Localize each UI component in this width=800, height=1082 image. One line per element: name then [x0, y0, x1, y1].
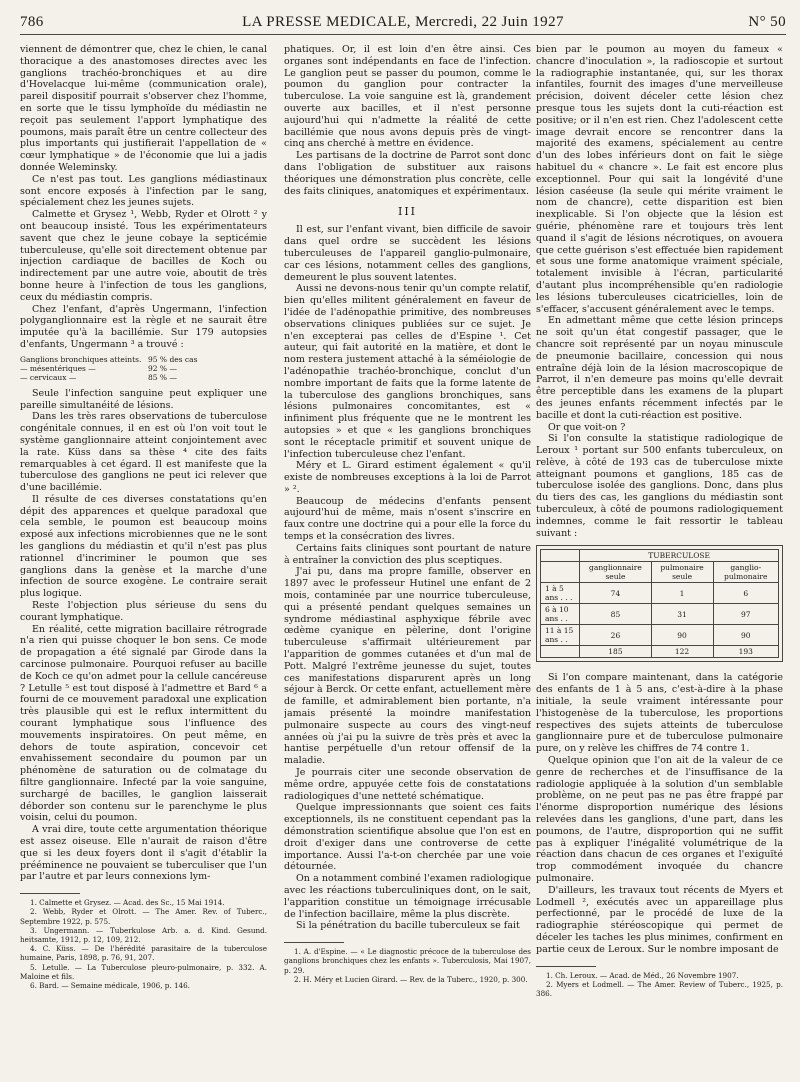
column-3	[536, 44, 783, 1072]
paragraph: En réalité, cette migration bacillaire rétrograde n'a rien qui puisse choquer le bon sens. Ce mode de propagation a été signalé par Girode dans la carcinose pulmonaire. Pourquoi refuser au bacille de Koch ce qu'on admet pour la cellule cancéreuse ? Letulle ⁵ est tout disposé à l'admettre et Bard ⁶ a fourni de ce mouvement paradoxal une explication très plausible qui est le reflux intermittent du courant lymphatique sous l'influence des mouvements inspiratoires. On peut même, en dehors de toute aspiration, concevoir cet envahissement secondaire du poumon par un phénomène de saturation ou de colmatage du filtre ganglionnaire. Infecté par la voie sanguine, surchargé de bacilles, le ganglion laisserait déborder son contenu sur le parenchyme le plus voisin, celui du poumon.	[20, 623, 267, 824]
paragraph: Ce n'est pas tout. Les ganglions médiastinaux sont encore exposés à l'infection par le sang, spécialement chez les jeunes sujets.	[20, 173, 267, 209]
paragraph: Certains faits cliniques sont pourtant de nature à entraîner la conviction des plus sceptiques.	[284, 542, 531, 566]
row-label: 6 à 10 ans . .	[541, 604, 580, 625]
paragraph: Dans les très rares observations de tuberculose congénitale connues, il en est où l'on voit tout le système ganglionnaire atteint conjointement avec la rate. Küss dans sa thèse ⁴ cite des faits remarquables à cet égard. Il est manifeste que la tuberculose des ganglions ne peut ici relever que d'une bacillémie.	[20, 411, 267, 494]
paragraph: D'ailleurs, les travaux tout récents de Myers et Lodmell ², exécutés avec un appareillage plus perfectionné, par le procédé de luxe de la radiographie stéréoscopique qui permet de déceler les taches les plus minimes, confirment en partie ceux de Leroux. Sur le nombre imposant de	[536, 884, 783, 955]
footnotes	[536, 971, 783, 999]
footnote: 5. Letulle. — La Tuberculose pleuro-pulmonaire, p. 332. A. Maloine et fils.	[20, 962, 267, 981]
table-row	[541, 625, 779, 646]
paragraph: Méry et L. Girard estiment également « qu'il existe de nombreuses exceptions à la loi de Parrot » ².	[284, 460, 531, 495]
section-heading: III	[397, 205, 418, 219]
footnote: 2. H. Méry et Lucien Girard. — Rev. de la Tuberc., 1920, p. 300.	[294, 974, 528, 984]
table-corner	[541, 550, 580, 562]
footnote-divider	[284, 942, 344, 943]
footnote: 2. Webb, Ryder et Olrott. — The Amer. Rev. of Tuberc., Septembre 1922, p. 575.	[20, 907, 267, 926]
column-header: ganglio-pulmonaire	[713, 562, 779, 583]
stat-row: Ganglions bronchiques atteints. 95 % des cas	[20, 354, 198, 364]
footnote-divider	[20, 893, 80, 894]
table-cell: 74	[580, 583, 651, 604]
table-cell: 97	[713, 604, 779, 625]
article-body	[20, 44, 786, 1072]
paragraph: Quelque opinion que l'on ait de la valeur de ce genre de recherches et de l'insuffisance de la radiologie appliquée à la solution d'un semblable problème, on ne peut pas ne pas être frappé par l'énorme disproportion numérique des lésions relevées dans les ganglions, d'une part, dans les poumons, de l'autre, disproportion qui ne suffit pas à expliquer l'inégalité volumétrique de la réaction dans chacun de ces organes et l'exiguïté trop commodément invoquée du chancre pulmonaire.	[536, 755, 783, 885]
table-cell: 122	[651, 646, 713, 658]
table-cell: 185	[580, 646, 651, 658]
footnote: 6. Bard. — Semaine médicale, 1906, p. 146.	[30, 981, 190, 991]
table-cell: 90	[651, 625, 713, 646]
paragraph: Seule l'infection sanguine peut expliquer une pareille simultanéité de lésions.	[20, 387, 267, 411]
paragraph: En admettant même que cette lésion princeps ne soit qu'un état congestif passager, que le chancre soit représenté par un noyau minuscule de pneumonie bacillaire, concession qui nous entraîne déjà loin de la lésion macroscopique de Parrot, il n'en demeure pas moins qu'elle devrait être perceptible dans les examens de la plupart des jeunes enfants récemment infectés par le bacille et dont la cuti-réaction est positive.	[536, 315, 783, 421]
table-cell: 85	[580, 604, 651, 625]
paragraph: Reste l'objection plus sérieuse du sens du courant lymphatique.	[20, 600, 267, 623]
footnotes	[20, 898, 267, 990]
paragraph: Il est, sur l'enfant vivant, bien difficile de savoir dans quel ordre se succèdent les lésions tuberculeuses de l'appareil ganglio-pulmonaire, car ces lésions, notamment celles des ganglions, demeurent le plus souvent latentes.	[284, 224, 531, 283]
column-2	[284, 44, 531, 1072]
paragraph: Calmette et Grysez ¹, Webb, Ryder et Olrott ² y ont beaucoup insisté. Tous les expérimentateurs savent que chez le jeune cobaye la septicémie tuberculeuse, qu'elle soit directement obtenue par injection cardiaque de bacilles de Koch ou indirectement par une autre voie, aboutit de très bonne heure à l'infection de tous les ganglions, ceux du médiastin compris.	[20, 209, 267, 303]
paragraph: Si la pénétration du bacille tuberculeux se fait	[296, 920, 520, 932]
paragraph: J'ai pu, dans ma propre famille, observer en 1897 avec le professeur Hutinel une enfant de 2 mois, contaminée par une nourrice tuberculeuse, qui a présenté pendant quelques semaines un syndrome médiastinal asphyxique fébrile avec œdème cyanique en pèlerine, dont l'origine tuberculeuse s'affirmait ultérieurement par l'apparition de gommes cutanées et d'un mal de Pott. Malgré l'extrême jeunesse du sujet, toutes ces manifestations disparurent après un long séjour à Berck. Or cette enfant, actuellement mère de famille, et admirablement bien portante, n'a jamais présenté la moindre manifestation pulmonaire suspecte au cours des vingt-neuf années où j'ai pu la suivre de très près et avec la hantise perpétuelle d'un retour offensif de la maladie.	[284, 566, 531, 767]
table-cell: 31	[651, 604, 713, 625]
table-row	[541, 604, 779, 625]
paragraph: Si l'on consulte la statistique radiologique de Leroux ¹ portant sur 500 enfants tuberculeux, on relève, à côté de 193 cas de tuberculose mixte atteignant poumons et ganglions, 185 cas de tuberculose isolée des ganglions. Donc, dans plus du tiers des cas, les ganglions du médiastin sont tuberculeux, à côté de poumons radiologiquement indemnes, comme le fait ressortir le tableau suivant :	[536, 433, 783, 539]
footnote: 4. C. Küss. — De l'hérédité parasitaire de la tuberculose humaine, Paris, 1898, p. 76, 91, 207.	[20, 944, 267, 963]
table-total-row	[541, 646, 779, 658]
table-cell: 193	[713, 646, 779, 658]
table-cell: 1	[651, 583, 713, 604]
paragraph: Il résulte de ces diverses constatations qu'en dépit des apparences et quelque paradoxal que cela semble, le poumon est beaucoup moins exposé aux infections microbiennes que ne le sont les ganglions du médiastin et qu'il n'est pas plus rationnel d'incriminer le poumon que ses ganglions dans la genèse et la marche d'une infection de source exogène. Le contraire serait plus logique.	[20, 493, 267, 600]
footnote: 1. Calmette et Grysez. — Acad. des Sc., 15 Mai 1914.	[30, 898, 225, 908]
paragraph: A vrai dire, toute cette argumentation théorique est assez oiseuse. Elle n'aurait de raison d'être que si les deux foyers dont il s'agit d'établir la prééminence ne pouvaient se tuberculiser que l'un par l'autre et par leurs connexions lym-	[20, 824, 267, 883]
row-label: 1 à 5 ans . . .	[541, 583, 580, 604]
table-cell: 26	[580, 625, 651, 646]
page-number: 786	[20, 14, 44, 30]
paragraph: bien par le poumon au moyen du fameux « chancre d'inoculation », la radioscopie et surtout la radiographie instantanée, qui, sur les thorax infantiles, fournit des images d'une merveilleuse précision, doivent déceler cette lésion chez presque tous les sujets dont la cuti-réaction est positive; or il n'en est rien. Chez l'adolescent cette image devrait encore se rencontrer dans la majorité des examens, spécialement au centre d'un des lobes inférieurs dont on fait le siège habituel du « chancre ». Le fait est encore plus exceptionnel. Pour qui sait la longévité d'une lésion caséeuse (la seule qui mérite vraiment le nom de chancre), cette disparition est bien inexplicable. Si l'on objecte que la lésion est guérie, phénomène rare et toujours très lent quand il s'agit de lésions nécrotiques, on avouera que cette guérison s'est effectuée bien rapidement et sous une forme anatomique vraiment spéciale, totalement invisible à l'écran, particularité d'autant plus incompréhensible qu'en radiologie les lésions tuberculeuses cicatricielles, loin de s'effacer, s'accusent généralement avec le temps.	[536, 44, 783, 315]
leroux-statistics-table	[540, 549, 779, 658]
table-cell: 6	[713, 583, 779, 604]
table-row	[541, 583, 779, 604]
autopsy-statistics	[20, 355, 267, 382]
paragraph: phatiques. Or, il est loin d'en être ainsi. Ces organes sont indépendants en face de l'infection. Le ganglion peut se passer du poumon, comme le poumon du ganglion pour contracter la tuberculose. La voie sanguine est là, grandement ouverte aux bacilles, et il n'est personne aujourd'hui qui n'admette la réalité de cette bacillémie que nous avons depuis près de vingt-cinq ans cherché à mettre en évidence.	[284, 44, 531, 150]
column-header: ganglionnaire seule	[580, 562, 651, 583]
footnote: 3. Ungermann. — Tuberkulose Arb. a. d. Kind. Gesund. heitsamte, 1912, p. 12, 109, 212.	[20, 925, 267, 944]
footnote-divider	[536, 966, 596, 967]
paragraph: Les partisans de la doctrine de Parrot sont donc dans l'obligation de substituer aux raisons théoriques une démonstration plus concrète, celle des faits cliniques, anatomiques et expérimentaux.	[284, 150, 531, 197]
paragraph: Or que voit-on ?	[548, 421, 626, 433]
footnote: 2. Myers et Lodmell. — The Amer. Review of Tuberc., 1925, p. 386.	[536, 979, 783, 998]
paragraph: viennent de démontrer que, chez le chien, le canal thoracique a des anastomoses directes avec les ganglions trachéo-bronchiques et au dire d'Hovelacque lui-même (communication orale), pareil dispositif pourrait s'observer chez l'homme, en sorte que le tissu lymphoïde du médiastin ne reçoit pas seulement l'apport lymphatique des poumons, mais paraît être un centre collecteur des plus importants qui justifierait l'appellation de « cœur lymphatique » de l'économie que lui a jadis donnée Weleminsky.	[20, 44, 267, 173]
row-label	[541, 646, 580, 658]
column-header: pulmonaire seule	[651, 562, 713, 583]
page-header	[20, 12, 786, 35]
paragraph: Si l'on compare maintenant, dans la catégorie des enfants de 1 à 5 ans, c'est-à-dire à la phase initiale, la seule vraiment intéressante pour l'histogenèse de la tuberculose, les proportions respectives des sujets atteints de tuberculose ganglionnaire pure et de tuberculose pulmonaire pure, on y relève les chiffres de 74 contre 1.	[536, 672, 783, 755]
journal-title: LA PRESSE MEDICALE, Mercredi, 22 Juin 1927	[242, 14, 564, 30]
row-label: 11 à 15 ans . .	[541, 625, 580, 646]
statistics-table-frame	[536, 545, 783, 662]
paragraph: Aussi ne devons-nous tenir qu'un compte relatif, bien qu'elles militent généralement en faveur de l'idée de l'adénopathie primitive, des nombreuses observations cliniques publiées sur ce sujet. Je n'en excepterai pas celles de d'Espine ¹. Cet auteur, qui fait autorité en la matière, et dont le nom restera justement attaché à la séméiologie de l'adénopathie trachéo-bronchique, conclut d'un nombre important de faits que la forme latente de la tuberculose des ganglions bronchiques, sans lésions pulmonaires concomitantes, est « infiniment plus fréquente que ne le montrent les autopsies » et que « les ganglions bronchiques sont le réceptacle primitif et souvent unique de l'infection tuberculeuse chez l'enfant.	[284, 283, 531, 460]
paragraph: Chez l'enfant, d'après Ungermann, l'infection polyganglionnaire est la règle et ne saurait être imputée qu'à la bacillémie. Sur 179 autopsies d'enfants, Ungermann ³ a trouvé :	[20, 303, 267, 350]
paragraph: Quelque impressionnants que soient ces faits exceptionnels, ils ne constituent cependant pas la démonstration scientifique absolue que l'on est en droit d'exiger dans une controverse de cette importance. Aussi l'a-t-on cherchée par une voie détournée.	[284, 802, 531, 873]
paragraph: Je pourrais citer une seconde observation de même ordre, appuyée cette fois de constatations radiologiques d'une netteté schématique.	[284, 767, 531, 802]
stat-row: — cervicaux — 85 % —	[20, 372, 177, 382]
table-cell: 90	[713, 625, 779, 646]
issue-number: N° 50	[748, 14, 786, 30]
column-1	[20, 44, 267, 1072]
paragraph: On a notamment combiné l'examen radiologique avec les réactions tuberculiniques dont, on le sait, l'apparition constitue un témoignage irrécusable de l'infection bacillaire, même la plus discrète.	[284, 873, 531, 920]
paragraph: Beaucoup de médecins d'enfants pensent aujourd'hui de même, mais n'osent s'inscrire en faux contre une doctrine qui a pour elle la force du temps et la consécration des livres.	[284, 495, 531, 543]
footnote: 1. Ch. Leroux. — Acad. de Méd., 26 Novembre 1907.	[546, 970, 739, 980]
footnotes	[284, 947, 531, 984]
table-title: TUBERCULOSE	[580, 550, 779, 562]
stat-row: — mésentériques — 92 % —	[20, 363, 177, 373]
footnote: 1. A. d'Espine. — « Le diagnostic précoce de la tuberculose des ganglions bronchiques chez les enfants ». Tuberculosis, Mai 1907, p. 29.	[284, 947, 531, 975]
table-corner	[541, 562, 580, 583]
